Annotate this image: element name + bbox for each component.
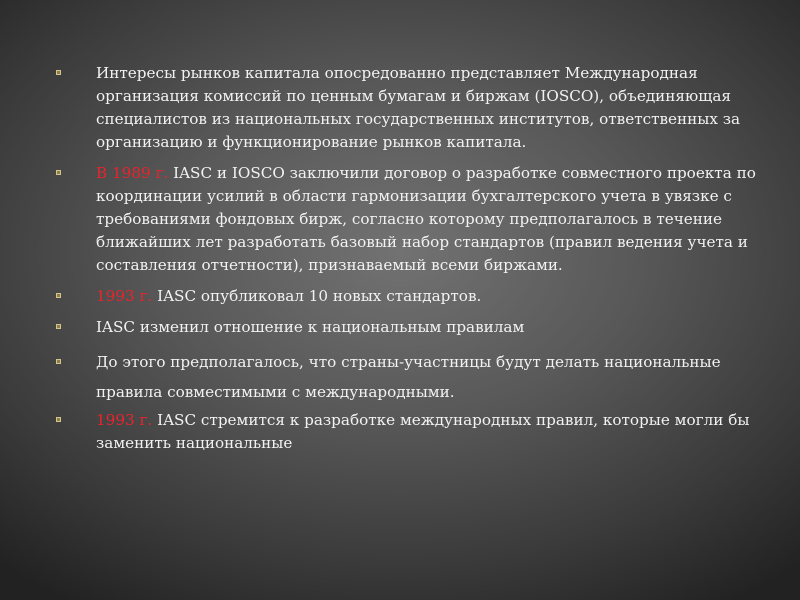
bullet-square-icon (56, 324, 61, 329)
bullet-text: До этого предполагалось, что страны-участницы будут делать национальные правила совместимыми с международными. (96, 353, 721, 401)
bullet-square-icon (56, 359, 61, 364)
bullet-list (56, 62, 756, 463)
bullet-square-icon (56, 170, 61, 175)
bullet-item (56, 62, 756, 154)
bullet-square-icon (56, 293, 61, 298)
bullet-square-icon (56, 417, 61, 422)
bullet-text: IASC и IOSCO заключили договор о разработке совместного проекта по координации усилий в области гармонизации бухгалтерского учета в увязке с требованиями фондовых бирж, согласно которому предполагалось в течение ближайших лет разработать базовый набор стандартов (правил ведения учета и составления отчетности), признаваемый всеми биржами. (96, 164, 756, 274)
bullet-text: IASC опубликовал 10 новых стандартов. (152, 287, 482, 305)
bullet-square-icon (56, 70, 61, 75)
bullet-item (56, 316, 756, 339)
bullet-item (56, 409, 756, 455)
bullet-item (56, 347, 756, 407)
bullet-text: Интересы рынков капитала опосредованно представляет Международная организация комиссий по ценным бумагам и биржам (IOSCO), объединяющая специалистов из национальных государственных институтов, ответственных за организацию и функционирование рынков капитала. (96, 64, 741, 151)
bullet-text: IASC стремится к разработке международных правил, которые могли бы заменить национальные (96, 411, 750, 452)
bullet-year: 1993 г. (96, 411, 153, 429)
bullet-item (56, 285, 756, 308)
bullet-year: В 1989 г. (96, 164, 169, 182)
bullet-year: 1993 г. (96, 287, 153, 305)
bullet-item (56, 162, 756, 277)
bullet-text: IASC изменил отношение к национальным правилам (96, 318, 525, 336)
